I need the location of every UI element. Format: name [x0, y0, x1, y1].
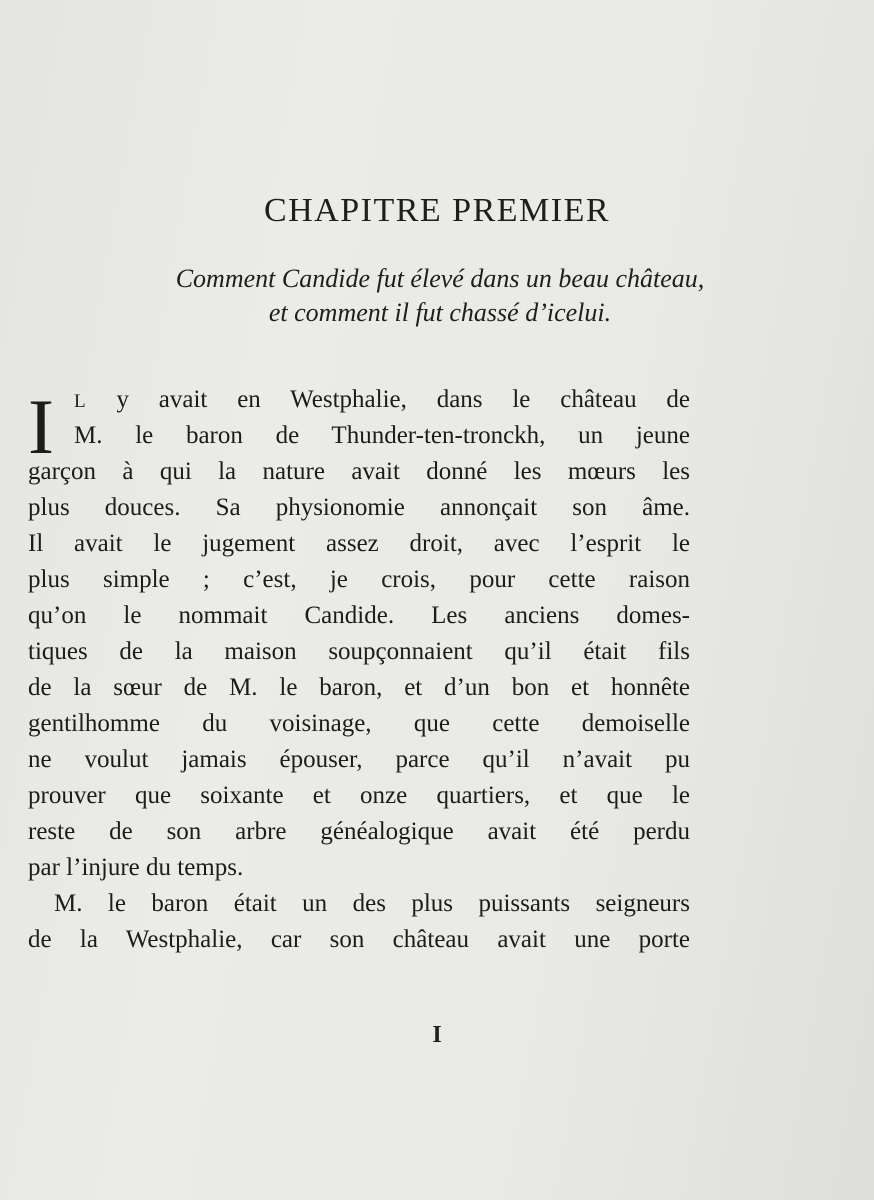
body-line: par l’injure du temps. [28, 854, 244, 881]
body-line: qu’on le nommait Candide. Les anciens domes- [28, 602, 690, 629]
body-line: ne voulut jamais épouser, parce qu’il n’avait pu [28, 746, 690, 773]
body-line: de la sœur de M. le baron, et d’un bon et honnête [28, 674, 690, 701]
body-line: Il avait le jugement assez droit, avec l’esprit le [28, 530, 690, 557]
subtitle-line: Comment Candide fut élevé dans un beau château, [175, 264, 705, 293]
body-line-first [74, 386, 690, 416]
body-line: garçon à qui la nature avait donné les mœurs les [28, 458, 690, 485]
body-line: plus douces. Sa physionomie annonçait son âme. [28, 494, 690, 521]
first-line-lead: L [74, 391, 87, 412]
chapter-subtitle [60, 262, 820, 330]
page-number: I [432, 1022, 442, 1048]
chapter-title: CHAPITRE PREMIER [263, 192, 611, 229]
body-line: tiques de la maison soupçonnaient qu’il était fils [28, 638, 690, 665]
drop-cap: I [28, 383, 54, 470]
body-line: prouver que soixante et onze quartiers, et que le [28, 782, 690, 809]
body-line: M. le baron était un des plus puissants seigneurs [54, 890, 690, 917]
body-line: gentilhomme du voisinage, que cette demoiselle [28, 710, 690, 737]
body-line: de la Westphalie, car son château avait une porte [28, 926, 690, 953]
subtitle-line: et comment il fut chassé d’icelui. [268, 298, 612, 327]
body-line: reste de son arbre généalogique avait été perdu [28, 818, 690, 845]
first-line-rest: y avait en Westphalie, dans le château de [116, 386, 690, 413]
body-line: plus simple ; c’est, je crois, pour cette raison [28, 566, 690, 593]
body-line: M. le baron de Thunder-ten-tronckh, un jeune [74, 422, 690, 449]
